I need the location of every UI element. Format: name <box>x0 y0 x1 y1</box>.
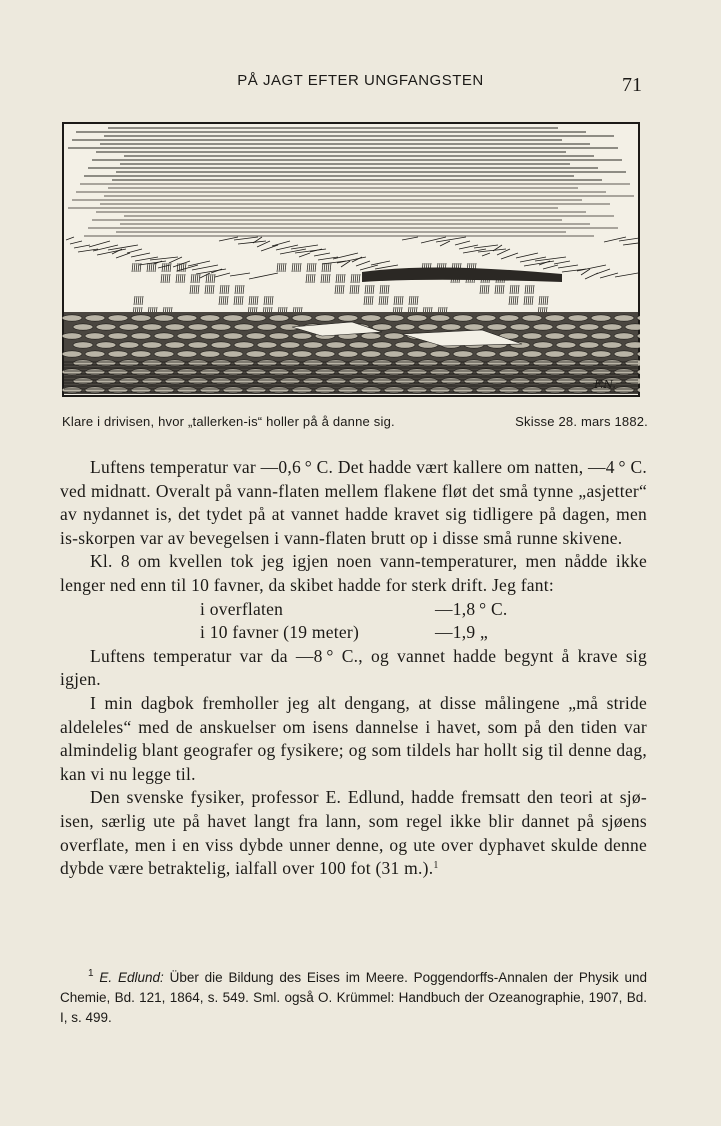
measurement-label: i 10 favner (19 meter) <box>200 622 360 643</box>
footnote-text: Über die Bildung des Eises im Meere. Poggendorffs-Annalen der Physik und Chemie, Bd. 121, 1864, s. 549. Sml. også O. Krümmel: Handbuch der Ozeanographie, 1907, Bd. I, s. 499. <box>60 970 647 1025</box>
measurement-row <box>200 598 508 622</box>
paragraph <box>60 786 647 880</box>
measurement-value: —1,8 ° C. <box>435 598 508 619</box>
paragraph: Kl. 8 om kvellen tok jeg igjen noen vann-temperaturer, men nådde ikke lenger ned enn til 10 favner, da skibet hadde for sterk drift. Jeg fant: <box>60 551 647 595</box>
caption-description: Klare i drivisen, hvor „tallerken-is“ holler på å danne sig. <box>62 414 395 429</box>
artist-initials: F.N. <box>594 378 616 391</box>
caption-date: Skisse 28. mars 1882. <box>515 414 648 429</box>
paragraph: I min dagbok fremholler jeg alt dengang, at disse målingene „må stride aldeleles“ med de anskuelser om isens dannelse i havet, som på den tiden var almindelig blant geografer og fysikere; og som tildels har hollt sig til denne dag, kan vi nu legge til. <box>60 692 647 784</box>
page-number: 71 <box>622 74 642 96</box>
paragraph: Luftens temperatur var —0,6 ° C. Det hadde vært kallere om natten, —4 ° C. ved midnatt. Overalt på vann-flaten mellem flakene fløt det små tynne „asjetter“ av nydannet is, det tydet på at vannet hadde kravet sig tidligere på dagen, men is-skorpen var av bevegelsen i vann-flaten brutt op i disse små runne skivene. <box>60 457 647 548</box>
footnote-marker: 1 <box>88 968 94 979</box>
paragraph-text: Den svenske fysiker, professor E. Edlund, hadde fremsatt den teori at sjø-isen, særlig ute på havet langt fra lann, som regel ikke blir dannet på sjøens overflate, men i en viss dybde unner denne, og ute over dyphavet skulde denne dybde være betraktelig, ialfall over 100 fot (31 m.). <box>60 787 647 879</box>
measurement-value: —1,9 „ <box>435 622 489 643</box>
drift-ice-illustration <box>62 122 640 397</box>
measurement-label: i overflaten <box>200 598 284 619</box>
running-head: PÅ JAGT EFTER UNGFANGSTEN <box>237 72 484 89</box>
footnote <box>60 968 647 1028</box>
figure-caption <box>62 414 648 429</box>
body-text <box>60 456 647 881</box>
drift-ice-sketch-icon <box>62 122 640 397</box>
footnote-author: E. Edlund: <box>99 970 164 985</box>
measurement-row <box>200 621 508 645</box>
measurement-table <box>200 598 508 645</box>
footnote-reference[interactable]: 1 <box>433 860 439 872</box>
paragraph: Luftens temperatur var da —8 ° C., og vannet hadde begynt å krave sig igjen. <box>60 645 647 690</box>
footnote-entry <box>60 968 647 1028</box>
